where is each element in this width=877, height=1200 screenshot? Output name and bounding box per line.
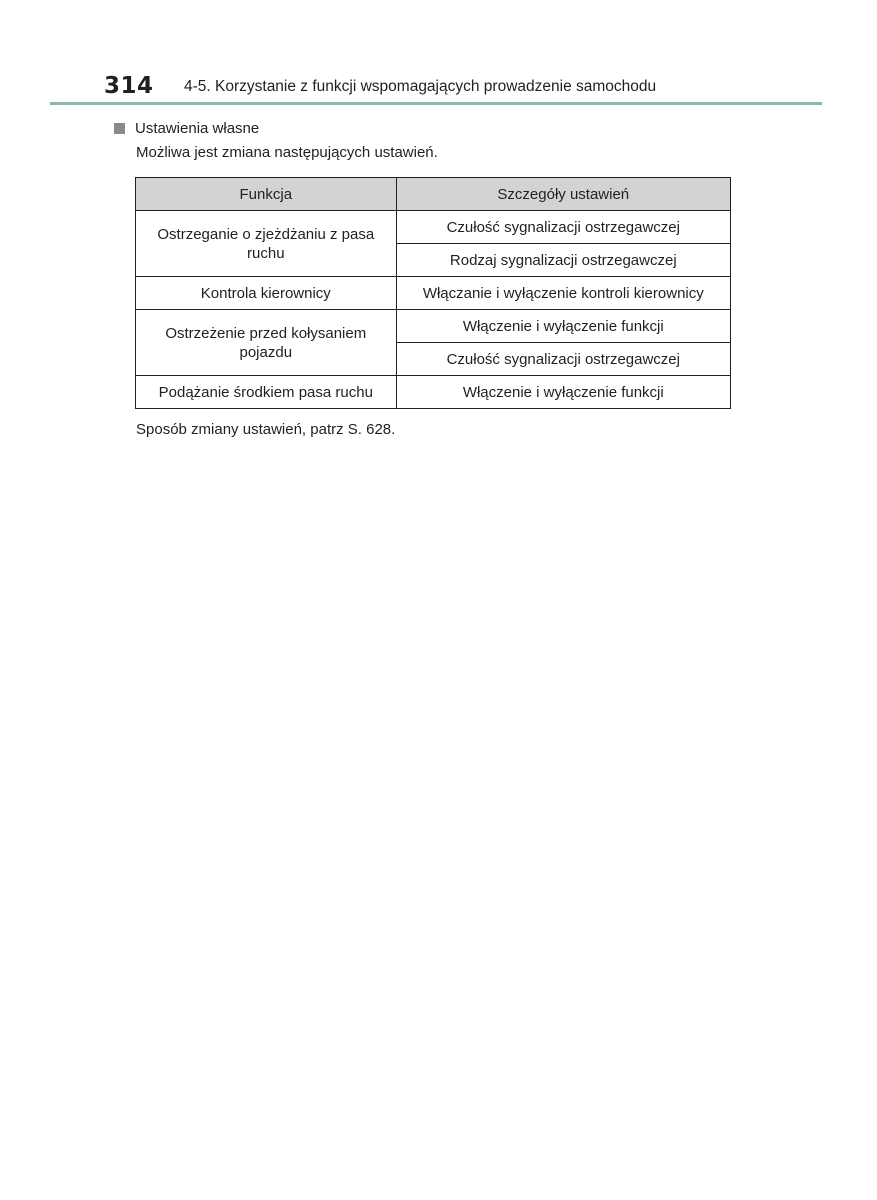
footer-note: Sposób zmiany ustawień, patrz S. 628. (136, 421, 396, 438)
table-row (136, 211, 731, 244)
function-cell: Ostrzeżenie przed kołysaniem pojazdu (136, 310, 397, 376)
header-details: Szczegóły ustawień (396, 178, 730, 211)
settings-table (135, 177, 731, 409)
section-heading (114, 120, 259, 137)
section-heading-text: Ustawienia własne (135, 120, 260, 137)
header-function: Funkcja (136, 178, 397, 211)
detail-cell: Włączenie i wyłączenie funkcji (396, 376, 730, 409)
header-rule (50, 102, 822, 105)
table-header-row (136, 178, 731, 211)
intro-text: Możliwa jest zmiana następujących ustawień. (136, 144, 438, 161)
table-row (136, 310, 731, 343)
square-icon (114, 123, 125, 134)
detail-cell: Czułość sygnalizacji ostrzegawczej (396, 343, 730, 376)
detail-cell: Włączanie i wyłączenie kontroli kierownicy (396, 277, 730, 310)
page-number: 314 (104, 73, 154, 99)
detail-cell: Rodzaj sygnalizacji ostrzegawczej (396, 244, 730, 277)
chapter-title: 4-5. Korzystanie z funkcji wspomagających prowadzenie samochodu (184, 78, 657, 95)
function-cell: Ostrzeganie o zjeżdżaniu z pasa ruchu (136, 211, 397, 277)
table-row (136, 376, 731, 409)
function-cell: Kontrola kierownicy (136, 277, 397, 310)
detail-cell: Czułość sygnalizacji ostrzegawczej (396, 211, 730, 244)
function-cell: Podążanie środkiem pasa ruchu (136, 376, 397, 409)
detail-cell: Włączenie i wyłączenie funkcji (396, 310, 730, 343)
table-row (136, 277, 731, 310)
